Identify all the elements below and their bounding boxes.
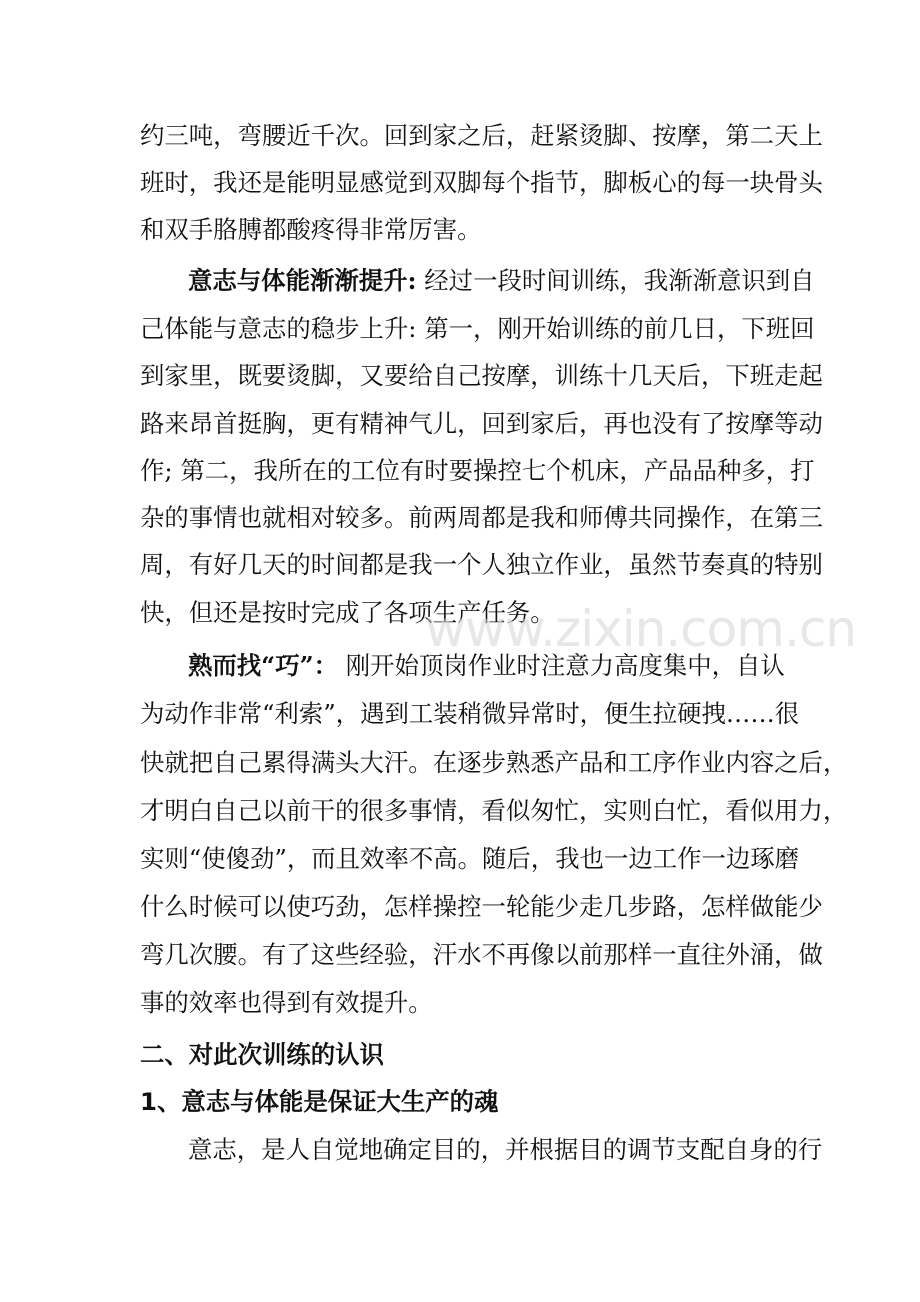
paragraph-lead-heading: 熟而找“巧”： [188,651,339,680]
paragraph-text: 刚开始顶岗作业时注意力高度集中，自认 [338,651,785,680]
paragraph-lead-heading: 意志与体能渐渐提升: [188,266,417,295]
paragraph-line: 路来昂首挺胸，更有精神气儿，回到家后，再也没有了按摩等动 [140,409,823,438]
paragraph-line: 到家里，既要烫脚，又要给自己按摩，训练十几天后，下班走起 [140,361,823,390]
paragraph-line: 和双手胳膊都酸疼得非常厉害。 [140,215,482,244]
paragraph-line: 杂的事情也就相对较多。前两周都是我和师傅共同操作，在第三 [140,503,823,532]
paragraph-line: 弯几次腰。有了这些经验，汗水不再像以前那样一直往外涌，做 [140,940,823,969]
watermark: www.zixin.com.cn [425,600,857,658]
paragraph-line: 快就把自己累得满头大汗。在逐步熟悉产品和工序作业内容之后， [140,748,848,777]
paragraph-line: 为动作非常“利索”，遇到工装稍微异常时，便生拉硬拽……很 [140,699,800,728]
paragraph-line: 作; 第二，我所在的工位有时要操控七个机床，产品品种多，打 [140,456,815,485]
subsection-heading: 1、意志与体能是保证大生产的魂 [140,1087,499,1116]
paragraph-line: 周，有好几天的时间都是我一个人独立作业，虽然节奏真的特别 [140,550,823,579]
paragraph-line: 实则“使傻劲”，而且效率不高。随后，我也一边工作一边琢磨 [140,844,800,873]
paragraph-line: 快，但还是按时完成了各项生产任务。 [140,598,555,627]
section-heading: 二、对此次训练的认识 [140,1040,384,1069]
paragraph-first-line [188,266,815,296]
paragraph-line: 班时，我还是能明显感觉到双脚每个指节，脚板心的每一块骨头 [140,168,823,197]
paragraph-line: 什么时候可以使巧劲，怎样操控一轮能少走几步路，怎样做能少 [140,892,823,921]
paragraph-line: 事的效率也得到有效提升。 [140,988,433,1017]
paragraph-text: 经过一段时间训练，我渐渐意识到自 [416,266,815,295]
paragraph-line: 约三吨，弯腰近千次。回到家之后，赶紧烫脚、按摩，第二天上 [140,121,823,150]
paragraph-first-line: 意志，是人自觉地确定目的，并根据目的调节支配自身的行 [188,1135,823,1164]
paragraph-line: 己体能与意志的稳步上升: 第一，刚开始训练的前几日，下班回 [140,314,815,343]
paragraph-line: 才明白自己以前干的很多事情，看似匆忙，实则白忙，看似用力， [140,796,848,825]
